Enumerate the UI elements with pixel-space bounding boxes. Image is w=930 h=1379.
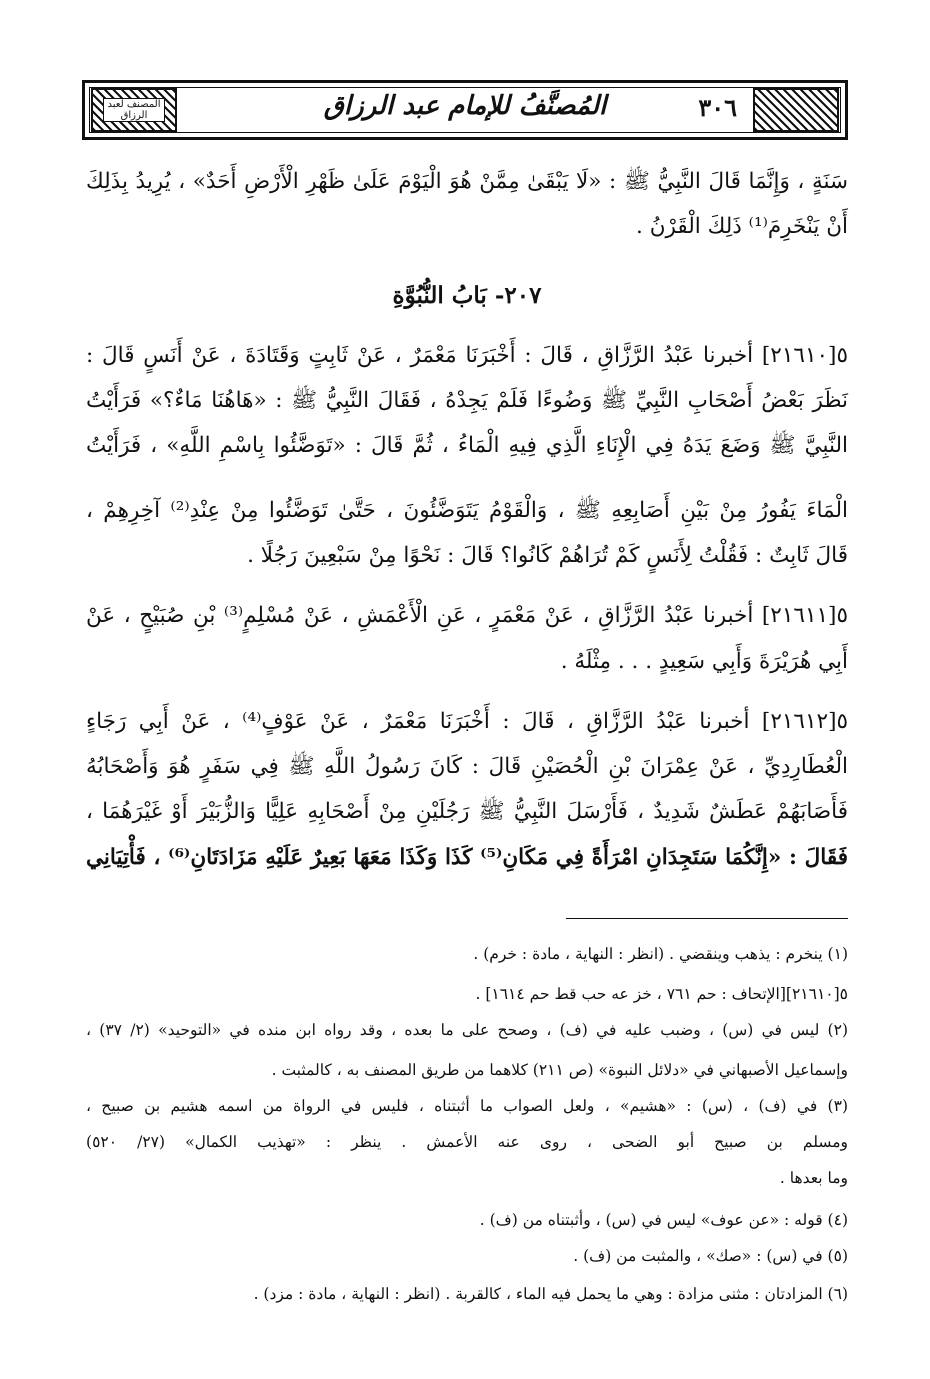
footnote: (٣) في (ف) ، (س) : «هشيم» ، ولعل الصواب ما أثبتناه ، فليس في الرواة من اسمه هشيم بن صبيح ،: [86, 1097, 848, 1115]
footnote: (١) ينخرم : يذهب وينقضي . (انظر : النهاية ، مادة : خرم) .: [473, 945, 848, 963]
footnote: وما بعدها .: [779, 1169, 848, 1187]
text-line: أَنْ يَنْخَرِمَ⁽¹⁾ ذَلِكَ الْقَرْنُ .: [636, 214, 848, 239]
page-number: ٣٠٦: [698, 93, 737, 122]
hadith-line: أَبِي هُرَيْرَةَ وَأَبِي سَعِيدٍ . . . مِثْلَهُ .: [560, 649, 848, 674]
footnote: ٥[٢١٦١٠][الإتحاف : حم ٧٦١ ، خز عه حب قط حم ١٦١٤] .: [475, 985, 848, 1003]
footnote: (٦) المزادتان : مثنى مزادة : وهي ما يحمل فيه الماء ، كالقربة . (انظر : النهاية ، مادة : مزد) .: [253, 1285, 848, 1303]
section-heading: ٢٠٧- بَابُ النُّبُوَّةِ: [392, 282, 542, 309]
ornament-right: [753, 88, 839, 132]
hadith-line: النَّبِيَّ ﷺ وَضَعَ يَدَهُ فِي الْإِنَاءِ الَّذِي فِيهِ الْمَاءُ ، ثُمَّ قَالَ : «تَوَضَّئُوا بِاسْمِ اللَّهِ» ، فَرَأَيْتُ: [86, 433, 848, 458]
hadith-line: فَقَالَ : «إِنَّكُمَا سَتَجِدَانِ امْرَأَةً فِي مَكَانِ⁽⁵⁾ كَذَا وَكَذَا مَعَهَا بَعِيرٌ عَلَيْهِ مَزَادَتَانِ⁽⁶⁾ ، فَأْتِيَانِي: [86, 845, 848, 870]
hadith-line: نَظَرَ بَعْضُ أَصْحَابِ النَّبِيِّ ﷺ وَضُوءًا فَلَمْ يَجِدْهُ ، فَقَالَ النَّبِيُّ ﷺ : «هَاهُنَا مَاءٌ؟» فَرَأَيْتُ: [86, 388, 848, 413]
hadith-line: ٥[٢١٦١١] أخبرنا عَبْدُ الرَّزَّاقِ ، عَنْ مَعْمَرٍ ، عَنِ الْأَعْمَشِ ، عَنْ مُسْلِمٍ⁽³⁾ بْنِ صُبَيْحٍ ، عَنْ: [86, 603, 848, 628]
footnote: ومسلم بن صبيح أبو الضحى ، روى عنه الأعمش . ينظر : «تهذيب الكمال» (٢٧/ ٥٢٠): [86, 1133, 848, 1151]
hadith-line: فَأَصَابَهُمْ عَطَشٌ شَدِيدٌ ، فَأَرْسَلَ النَّبِيُّ ﷺ رَجُلَيْنِ مِنْ أَصْحَابِهِ عَلِيًّا وَالزُّبَيْرَ أَوْ غَيْرَهُمَا ،: [86, 799, 848, 824]
footnote-separator: [566, 918, 848, 919]
footnote: (٥) في (س) : «صك» ، والمثبت من (ف) .: [573, 1247, 848, 1265]
ornament-left: [91, 88, 177, 132]
footnote: (٤) قوله : «عن عوف» ليس في (س) ، وأثبتناه من (ف) .: [479, 1211, 848, 1229]
book-cartouche: المصنف لعبد الرزاق: [103, 98, 165, 122]
hadith-line: ٥[٢١٦١٠] أخبرنا عَبْدُ الرَّزَّاقِ ، قَالَ : أَخْبَرَنَا مَعْمَرٌ ، عَنْ ثَابِتٍ وَقَتَادَةَ ، عَنْ أَنَسٍ قَالَ :: [86, 343, 848, 368]
hadith-line: الْمَاءَ يَفُورُ مِنْ بَيْنِ أَصَابِعِهِ ﷺ ، وَالْقَوْمُ يَتَوَضَّئُونَ ، حَتَّىٰ تَوَضَّئُوا مِنْ عِنْدِ⁽²⁾ آخِرِهِمْ ،: [86, 498, 848, 523]
hadith-line: ٥[٢١٦١٢] أخبرنا عَبْدُ الرَّزَّاقِ ، قَالَ : أَخْبَرَنَا مَعْمَرٌ ، عَنْ عَوْفٍ⁽⁴⁾ ، عَنْ أَبِي رَجَاءٍ: [86, 709, 849, 734]
text-line: سَنَةٍ ، وَإِنَّمَا قَالَ النَّبِيُّ ﷺ : «لَا يَبْقَىٰ مِمَّنْ هُوَ الْيَوْمَ عَلَىٰ ظَهْرِ الْأَرْضِ أَحَدٌ» ، يُرِيدُ بِذَلِكَ: [86, 169, 848, 194]
hadith-line: قَالَ ثَابِتٌ : فَقُلْتُ لِأَنَسٍ كَمْ تُرَاهُمْ كَانُوا؟ قَالَ : نَحْوًا مِنْ سَبْعِينَ رَجُلًا .: [247, 543, 848, 568]
running-title: المُصنَّفُ للإمام عبد الرزاق: [323, 91, 607, 121]
page-header: [82, 80, 848, 140]
hadith-line: الْعُطَارِدِيِّ ، عَنْ عِمْرَانَ بْنِ الْحُصَيْنِ قَالَ : كَانَ رَسُولُ اللَّهِ ﷺ فِي سَفَرٍ هُوَ وَأَصْحَابُهُ: [86, 754, 848, 779]
footnote: وإسماعيل الأصبهاني في «دلائل النبوة» (ص ٢١١) كلاهما من طريق المصنف به ، كالمثبت .: [271, 1061, 848, 1079]
footnote: (٢) ليس في (س) ، وضبب عليه في (ف) ، وصحح على ما بعده ، وقد رواه ابن منده في «التوحيد» (٢/ ٣٧) ،: [86, 1021, 848, 1039]
